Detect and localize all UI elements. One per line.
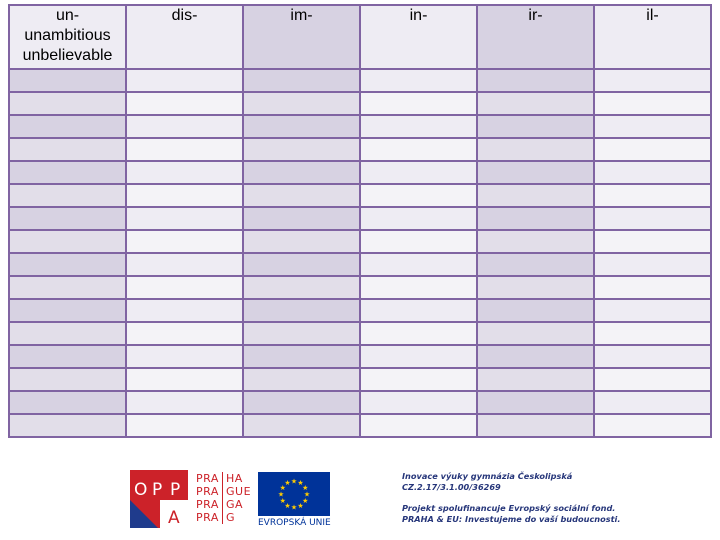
table-cell[interactable] (9, 230, 126, 253)
project-info (402, 471, 712, 525)
eu-star-icon: ★ (302, 498, 309, 505)
table-cell[interactable] (243, 161, 360, 184)
table-cell[interactable] (9, 276, 126, 299)
eu-star-icon: ★ (290, 478, 298, 486)
table-cell[interactable] (9, 115, 126, 138)
praha-line-1b: HA (226, 472, 243, 485)
table-cell[interactable] (9, 414, 126, 437)
table-cell[interactable] (594, 115, 711, 138)
col-dis (126, 5, 243, 69)
table-cell[interactable] (477, 230, 594, 253)
table-cell[interactable] (243, 368, 360, 391)
table-row (9, 69, 711, 92)
table-cell[interactable] (243, 92, 360, 115)
table-cell[interactable] (126, 345, 243, 368)
table-cell[interactable] (477, 184, 594, 207)
table-cell[interactable] (594, 322, 711, 345)
table-cell[interactable] (594, 184, 711, 207)
table-cell[interactable] (477, 299, 594, 322)
table-cell[interactable] (477, 161, 594, 184)
table-cell[interactable] (9, 299, 126, 322)
info-line-4: PRAHA & EU: Investujeme do vaší budoucnosti. (402, 514, 621, 524)
table-cell[interactable] (9, 368, 126, 391)
table-cell[interactable] (9, 391, 126, 414)
table-cell[interactable] (9, 69, 126, 92)
eu-star-icon: ★ (297, 480, 304, 488)
info-line-1: Inovace výuky gymnázia Českolipská (402, 471, 573, 481)
table-cell[interactable] (9, 207, 126, 230)
table-cell[interactable] (477, 276, 594, 299)
table-cell[interactable] (477, 92, 594, 115)
table-cell[interactable] (243, 115, 360, 138)
table-cell[interactable] (126, 414, 243, 437)
opp-letter-a: A (168, 508, 180, 528)
eu-star-icon: ★ (277, 491, 285, 499)
word-unbelievable: unbelievable (22, 47, 113, 64)
eu-star-icon: ★ (290, 504, 298, 512)
table-cell[interactable] (477, 253, 594, 276)
eu-flag-icon (258, 472, 330, 516)
info-line-3: Projekt spolufinancuje Evropský sociální fond. (402, 503, 616, 513)
table-row (9, 345, 711, 368)
table-cell[interactable] (477, 345, 594, 368)
header-il: il- (646, 7, 659, 24)
praha-line-2a: PRA (196, 485, 223, 498)
table-cell[interactable] (360, 161, 477, 184)
table-row (9, 161, 711, 184)
table-cell[interactable] (360, 92, 477, 115)
table-cell[interactable] (477, 115, 594, 138)
table-cell[interactable] (594, 138, 711, 161)
table-cell[interactable] (243, 138, 360, 161)
table-row (9, 207, 711, 230)
opp-logo (130, 470, 188, 528)
col-il (594, 5, 711, 69)
col-ir (477, 5, 594, 69)
header-ir: ir- (528, 7, 543, 24)
table-cell[interactable] (126, 184, 243, 207)
table-cell[interactable] (9, 92, 126, 115)
table-cell[interactable] (126, 322, 243, 345)
col-in (360, 5, 477, 69)
table-cell[interactable] (360, 138, 477, 161)
info-line-2: CZ.2.17/3.1.00/36269 (402, 482, 501, 492)
praha-line-3b: GA (226, 498, 244, 511)
table-cell[interactable] (126, 276, 243, 299)
table-cell[interactable] (9, 161, 126, 184)
table-cell[interactable] (243, 69, 360, 92)
table-row (9, 230, 711, 253)
eu-star-icon: ★ (279, 498, 286, 505)
word-unambitious: unambitious (24, 27, 111, 44)
header-in: in- (409, 7, 428, 24)
table-cell[interactable] (126, 138, 243, 161)
table-cell[interactable] (360, 69, 477, 92)
table-cell[interactable] (243, 184, 360, 207)
eu-star-icon: ★ (302, 485, 309, 492)
table-cell[interactable] (594, 69, 711, 92)
table-cell[interactable] (477, 368, 594, 391)
header-un: un- (55, 7, 80, 24)
header-row (9, 5, 711, 69)
praha-line-1a: PRA (196, 472, 223, 485)
table-cell[interactable] (477, 414, 594, 437)
opp-letter-p1: P (152, 480, 163, 500)
table-cell[interactable] (126, 368, 243, 391)
table-cell[interactable] (594, 299, 711, 322)
table-cell[interactable] (126, 161, 243, 184)
table-cell[interactable] (477, 138, 594, 161)
eu-label: EVROPSKÁ UNIE (258, 518, 331, 528)
table-cell[interactable] (360, 368, 477, 391)
header-im: im- (290, 7, 313, 24)
table-cell[interactable] (360, 414, 477, 437)
table-cell[interactable] (594, 391, 711, 414)
table-row (9, 184, 711, 207)
table-row (9, 138, 711, 161)
table-cell[interactable] (477, 391, 594, 414)
table-cell[interactable] (360, 299, 477, 322)
table-row (9, 253, 711, 276)
table-cell[interactable] (360, 322, 477, 345)
table-cell[interactable] (360, 184, 477, 207)
table-row (9, 115, 711, 138)
table-row (9, 391, 711, 414)
table-cell[interactable] (360, 230, 477, 253)
eu-star-icon: ★ (284, 480, 291, 488)
table-row (9, 368, 711, 391)
praha-line-4b: G (226, 511, 236, 524)
table-cell[interactable] (594, 253, 711, 276)
table-cell[interactable] (126, 230, 243, 253)
table-cell[interactable] (594, 161, 711, 184)
table-row (9, 414, 711, 437)
table-cell[interactable] (477, 69, 594, 92)
table-cell[interactable] (126, 299, 243, 322)
table-cell[interactable] (9, 322, 126, 345)
table-row (9, 299, 711, 322)
table-cell[interactable] (126, 391, 243, 414)
table-cell[interactable] (360, 276, 477, 299)
eu-star-icon: ★ (284, 502, 291, 510)
table-cell[interactable] (360, 115, 477, 138)
table-cell[interactable] (9, 138, 126, 161)
prefix-table (8, 4, 712, 438)
table-cell[interactable] (243, 253, 360, 276)
table-cell[interactable] (594, 414, 711, 437)
table-row (9, 276, 711, 299)
table-row (9, 92, 711, 115)
table-cell[interactable] (243, 276, 360, 299)
table-cell[interactable] (243, 299, 360, 322)
table-cell[interactable] (594, 207, 711, 230)
table-cell[interactable] (594, 276, 711, 299)
header-dis: dis- (171, 7, 198, 24)
table-cell[interactable] (360, 207, 477, 230)
table-cell[interactable] (360, 345, 477, 368)
praha-logo (196, 472, 252, 528)
table-cell[interactable] (243, 230, 360, 253)
table-cell[interactable] (594, 230, 711, 253)
table-row (9, 322, 711, 345)
col-un (9, 5, 126, 69)
table-cell[interactable] (594, 92, 711, 115)
col-im (243, 5, 360, 69)
table-cell[interactable] (243, 345, 360, 368)
table-cell[interactable] (126, 253, 243, 276)
table-cell[interactable] (126, 69, 243, 92)
table-cell[interactable] (126, 207, 243, 230)
praha-line-3a: PRA (196, 498, 223, 511)
table-cell[interactable] (126, 115, 243, 138)
table-cell[interactable] (360, 391, 477, 414)
opp-letter-o1: O (134, 480, 148, 500)
table-cell[interactable] (477, 322, 594, 345)
table-cell[interactable] (594, 345, 711, 368)
table-cell[interactable] (9, 345, 126, 368)
table-cell[interactable] (243, 414, 360, 437)
eu-star-icon: ★ (279, 485, 286, 492)
table-cell[interactable] (9, 253, 126, 276)
praha-line-4a: PRA (196, 511, 223, 524)
table-cell[interactable] (9, 184, 126, 207)
table-cell[interactable] (477, 207, 594, 230)
eu-star-icon: ★ (303, 491, 311, 499)
praha-line-2b: GUE (226, 485, 252, 498)
eu-star-icon: ★ (297, 502, 304, 510)
table-cell[interactable] (243, 322, 360, 345)
table-cell[interactable] (243, 391, 360, 414)
opp-letter-p2: P (170, 480, 181, 500)
table-cell[interactable] (594, 368, 711, 391)
table-cell[interactable] (243, 207, 360, 230)
table-cell[interactable] (360, 253, 477, 276)
table-cell[interactable] (126, 92, 243, 115)
